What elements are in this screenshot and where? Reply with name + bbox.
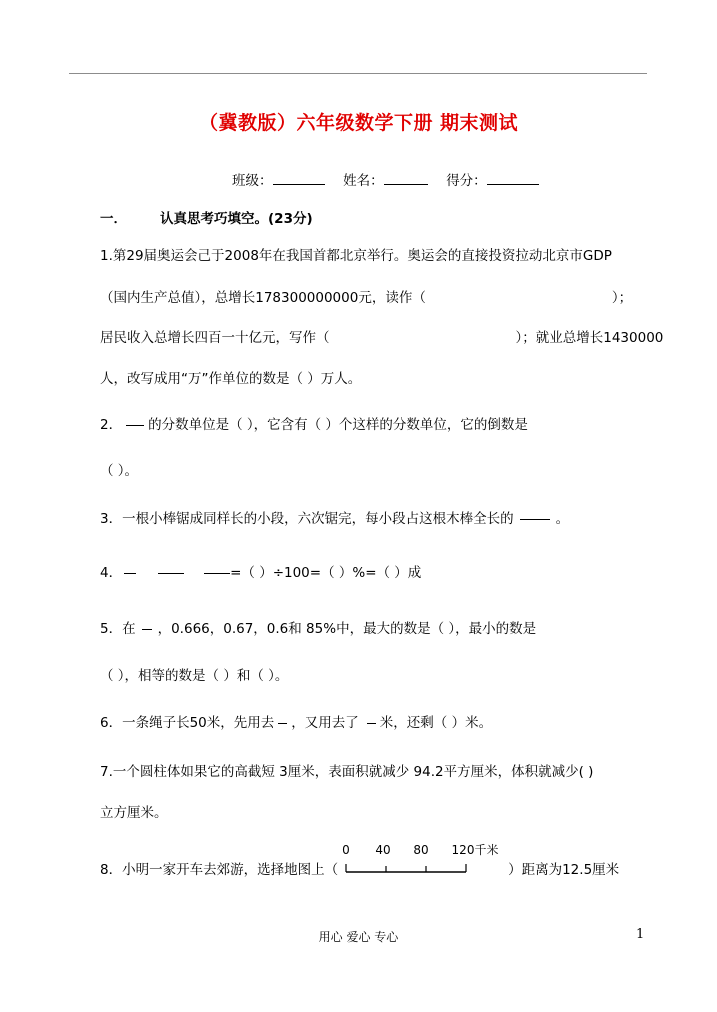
question-4-line-1 (100, 563, 421, 583)
question-8-line-1 (100, 843, 620, 880)
question-1-line-4: 人，改写成用“万”作单位的数是（ ）万人。 (100, 371, 362, 387)
name-blank (384, 171, 428, 185)
question-2-line-1 (100, 415, 528, 435)
map-scale-bar (338, 843, 508, 880)
q3-text: 3．一根小棒锯成同样长的小段，六次锯完，每小段占这根木棒全长的 (100, 511, 514, 527)
fraction-placeholder (124, 573, 136, 574)
q4-text: =（ ）÷100=（ ）%=（ ）成 (230, 565, 422, 581)
fraction-placeholder (126, 425, 144, 426)
page-number: 1 (636, 927, 645, 942)
fraction-placeholder (142, 629, 152, 630)
student-info-line (232, 171, 539, 191)
q2-number: 2． (100, 417, 123, 433)
section-number: 一． (100, 211, 127, 227)
section-title: 认真思考巧填空。(23分) (160, 211, 313, 227)
q1-text: ）； (611, 290, 633, 306)
q5-text: 5．在 (100, 621, 136, 637)
q6-text: ，又用去了 (291, 715, 359, 731)
question-1-line-1: 1.第29届奥运会己于2008年在我国首都北京举行。奥运会的直接投资拉动北京市GDP (100, 248, 612, 264)
question-5-line-1 (100, 619, 536, 639)
fraction-placeholder (158, 573, 184, 574)
score-label: 得分： (446, 173, 487, 189)
question-1-line-2 (100, 288, 632, 308)
footer-motto: 用心 爱心 专心 (318, 930, 399, 944)
q8-text: ）距离为12.5厘米 (508, 862, 620, 878)
fraction-placeholder (520, 519, 550, 520)
fraction-placeholder (204, 573, 230, 574)
q6-text: 6．一条绳子长50米，先用去 (100, 715, 275, 731)
q8-text: 8．小明一家开车去郊游，选择地图上（ (100, 862, 339, 878)
scale-label-120: 120千米 (451, 843, 499, 857)
scale-label-40: 40 (375, 843, 391, 857)
class-label: 班级： (232, 173, 273, 189)
question-2-line-2: （ ）。 (100, 463, 139, 479)
question-1-line-3 (100, 328, 663, 348)
question-7-line-2: 立方厘米。 (100, 805, 168, 821)
section-heading (100, 207, 313, 227)
fraction-placeholder (367, 723, 376, 724)
q1-text: （国内生产总值），总增长178300000000元，读作（ (100, 290, 426, 306)
scale-label-0: 0 (342, 843, 350, 857)
question-6-line-1 (100, 713, 492, 733)
name-label: 姓名： (343, 173, 384, 189)
question-7-line-1: 7.一个圆柱体如果它的高截短 3厘米，表面积就减少 94.2平方厘米，体积就减少( ) (100, 764, 594, 780)
q6-text: 米，还剩（ ）米。 (379, 715, 493, 731)
header-rule (69, 73, 647, 74)
question-5-line-2: （ ），相等的数是（ ）和（ ）。 (100, 668, 289, 684)
q4-number: 4． (100, 565, 123, 581)
q2-text: 的分数单位是（ ），它含有（ ）个这样的分数单位，它的倒数是 (148, 417, 528, 433)
q1-text: 居民收入总增长四百一十亿元，写作（ (100, 330, 330, 346)
q1-text: ）；就业总增长1430000 (515, 330, 664, 346)
page-title: （冀教版）六年级数学下册 期末测试 (198, 112, 519, 134)
q5-text: ，0.666，0.67，0.6和 85%中，最大的数是（ ），最小的数是 (157, 621, 537, 637)
question-3-line-1 (100, 509, 569, 529)
scale-label-80: 80 (413, 843, 429, 857)
class-blank (273, 171, 325, 185)
score-blank (487, 171, 539, 185)
fraction-placeholder (278, 723, 287, 724)
q3-text: 。 (555, 511, 570, 527)
